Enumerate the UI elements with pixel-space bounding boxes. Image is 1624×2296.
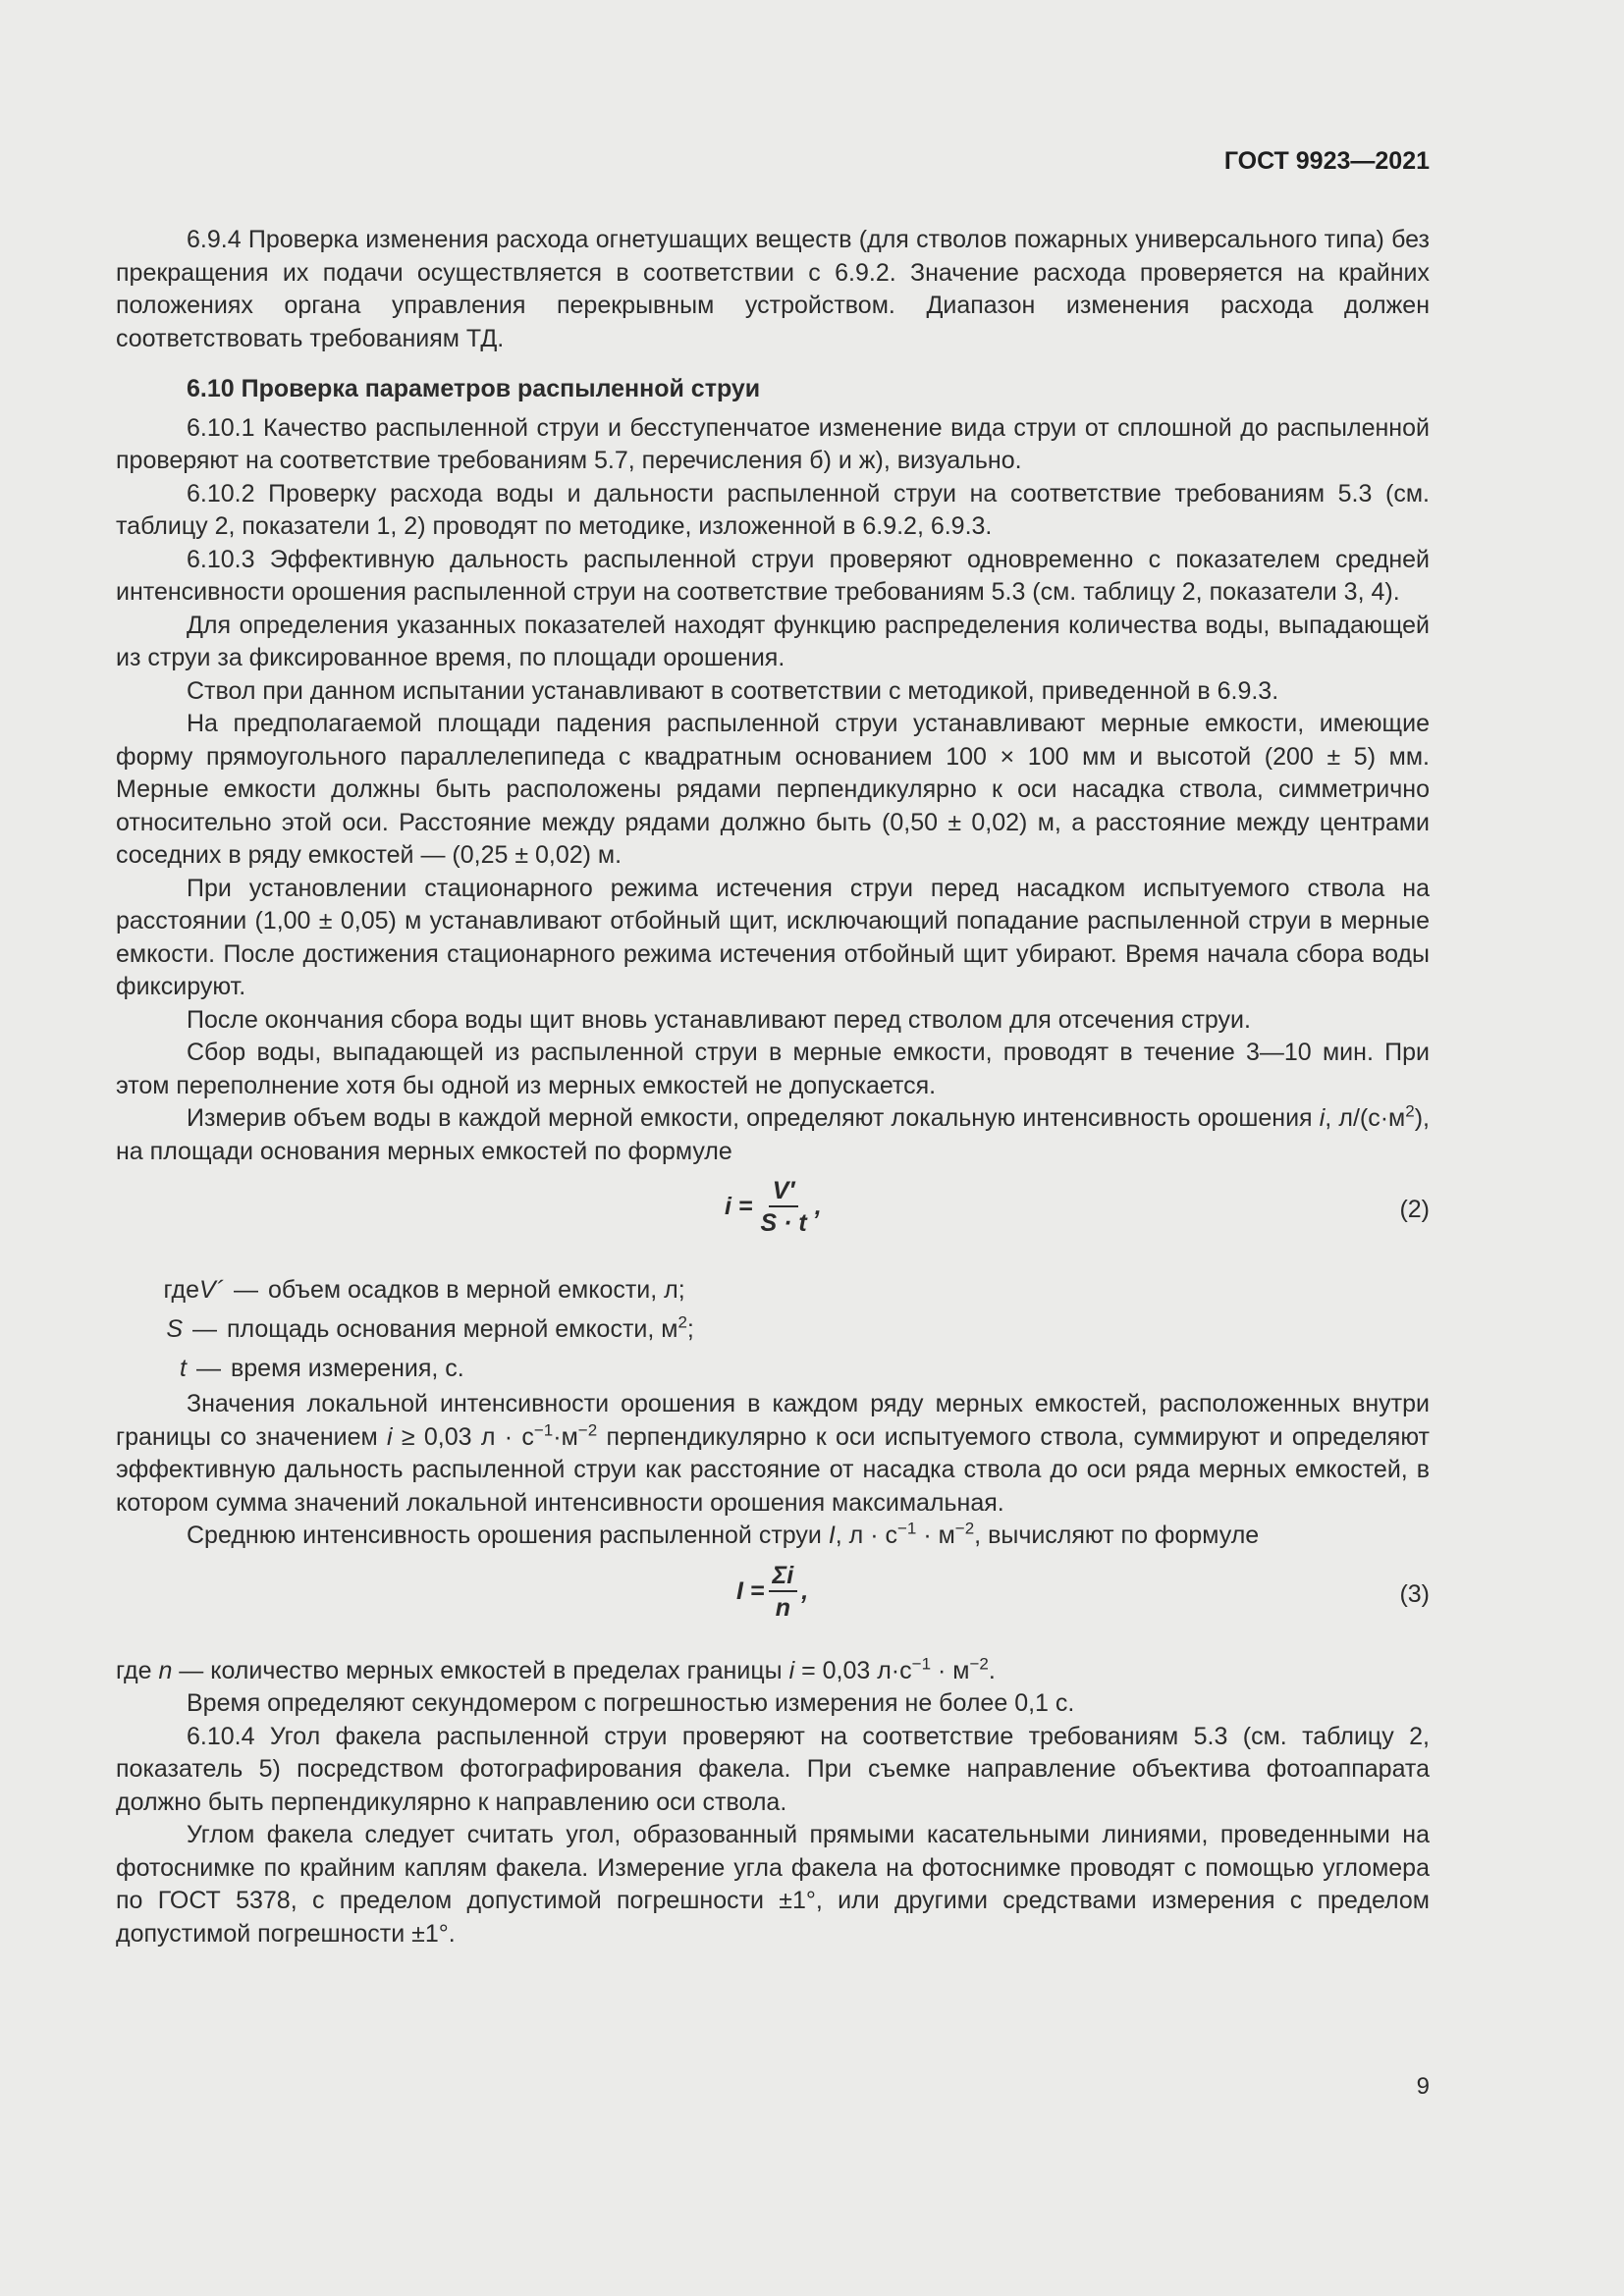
formula-3 — [116, 1557, 1430, 1647]
paragraph-6-10-3: 6.10.3 Эффективную дальность распыленной струи проверяют одновременно с показателем средней интенсивности орошения распыленной струи на соответствие требованиям 5.3 (см. таблицу 2, показатели 3, 4). — [116, 545, 1430, 606]
formula-2-expression: i = $\frac{V'}{S \cdot t}$ , — [725, 1177, 822, 1237]
paragraph-effective-range: Значения локальной интенсивности орошения в каждом ряду мерных емкостей, расположенных внутри границы со значением i ≥ 0,03 $л \cdot с^{-1}\cdot м^{-2}$ перпендикулярно к оси испытуемого ствола, суммируют и определяют эффективную дальность распыленной струи как расстояние от насадка ствола до оси ряда мерных емкостей, в котором сумма значений локальной интенсивности орошения максимальная. — [116, 1390, 1430, 1517]
formula-3-fraction: $\frac{\Sigma i}{n}$ — [769, 1561, 798, 1624]
paragraph: Для определения указанных показателей находят функцию распределения количества воды, выпадающей из струи за фиксированное время, по площади орошения. — [116, 611, 1430, 671]
paragraph-mean-intensity: Среднюю интенсивность орошения распыленной струи I, $л \cdot с^{-1} \cdot м^{-2}$, вычисляют по формуле — [187, 1519, 1260, 1549]
formula-3-expression: I = $\frac{\Sigma i}{n}$ , — [736, 1561, 809, 1622]
where-t: t — время измерения, с. — [180, 1355, 464, 1382]
paragraph-6-10-2: 6.10.2 Проверку расхода воды и дальности распыленной струи на соответствие требованиям 5.3 (см. таблицу 2, показатели 1, 2) проводят по методике, изложенной в 6.9.2, 6.9.3. — [116, 479, 1430, 540]
where-n: где n — количество мерных емкостей в пределах границы i = 0,03 $л\cdot с^{-1} \cdot м^{-2}$. — [116, 1654, 996, 1684]
formula-2 — [116, 1172, 1430, 1262]
formula-2-fraction: $\frac{V'}{S \cdot t}$ — [760, 1177, 807, 1237]
formula-2-number: (2) — [1399, 1196, 1430, 1223]
paragraph-6-9-4: 6.9.4 Проверка изменения расхода огнетушащих веществ (для стволов пожарных универсального типа) без прекращения их подачи осуществляется в соответствии с 6.9.2. Значение расхода проверяется на крайних положениях органа управления перекрывным устройством. Диапазон изменения расхода должен соответствовать требованиям ТД. — [116, 226, 1430, 352]
where-s: S — площадь основания мерной емкости, $м^2$; — [166, 1312, 694, 1343]
paragraph-6-10-1: 6.10.1 Качество распыленной струи и бесступенчатое изменение вида струи от сплошной до распыленной проверяют на соответствие требованиям 5.7, перечисления б) и ж), визуально. — [116, 413, 1430, 474]
paragraph: Время определяют секундомером с погрешностью измерения не более 0,1 с. — [187, 1689, 1075, 1717]
paragraph: После окончания сбора воды щит вновь устанавливают перед стволом для отсечения струи. — [187, 1005, 1251, 1034]
paragraph: При установлении стационарного режима истечения струи перед насадком испытуемого ствола на расстоянии (1,00 ± 0,05) м устанавливают отбойный щит, исключающий попадание распыленной струи в мерные емкости. После достижения стационарного режима истечения отбойный щит убирают. Время начала сбора воды фиксируют. — [116, 874, 1430, 1000]
standard-header: ГОСТ 9923—2021 — [1223, 147, 1430, 175]
page-number: 9 — [1416, 2073, 1430, 2100]
paragraph-local-intensity: Измерив объем воды в каждой мерной емкости, определяют локальную интенсивность орошения i, $л/(с\cdot м^2)$, на площади основания мерных емкостей по формуле — [116, 1101, 1430, 1165]
where-v: гдеV´ — объем осадков в мерной емкости, л; — [163, 1276, 685, 1304]
paragraph: Сбор воды, выпадающей из распыленной струи в мерные емкости, проводят в течение 3—10 мин. При этом переполнение хотя бы одной из мерных емкостей не допускается. — [116, 1039, 1430, 1099]
formula-3-number: (3) — [1399, 1579, 1430, 1608]
section-title-6-10: 6.10 Проверка параметров распыленной струи — [187, 375, 761, 402]
document-body — [116, 224, 1430, 1950]
paragraph: Углом факела следует считать угол, образованный прямыми касательными линиями, проведенными на фотоснимке по крайним каплям факела. Измерение угла факела на фотоснимке проводят с помощью угломера по ГОСТ 5378, с пределом допустимой погрешности ±1°, или другими средствами измерения с пределом допустимой погрешности ±1°. — [116, 1821, 1430, 1948]
paragraph: Ствол при данном испытании устанавливают в соответствии с методикой, приведенной в 6.9.3. — [187, 676, 1279, 705]
paragraph: На предполагаемой площади падения распыленной струи устанавливают мерные емкости, имеющие форму прямоугольного параллелепипеда с квадратным основанием 100 × 100 мм и высотой (200 ± 5) мм. Мерные емкости должны быть расположены рядами перпендикулярно к оси насадка ствола, симметрично относительно этой оси. Расстояние между рядами должно быть (0,50 ± 0,02) м, а расстояние между центрами соседних в ряду емкостей — (0,25 ± 0,02) м. — [116, 710, 1430, 869]
paragraph-6-10-4: 6.10.4 Угол факела распыленной струи проверяют на соответствие требованиям 5.3 (см. таблицу 2, показатель 5) посредством фотографирования факела. При съемке направление объектива фотоаппарата должно быть перпендикулярно к направлению оси ствола. — [116, 1722, 1430, 1816]
